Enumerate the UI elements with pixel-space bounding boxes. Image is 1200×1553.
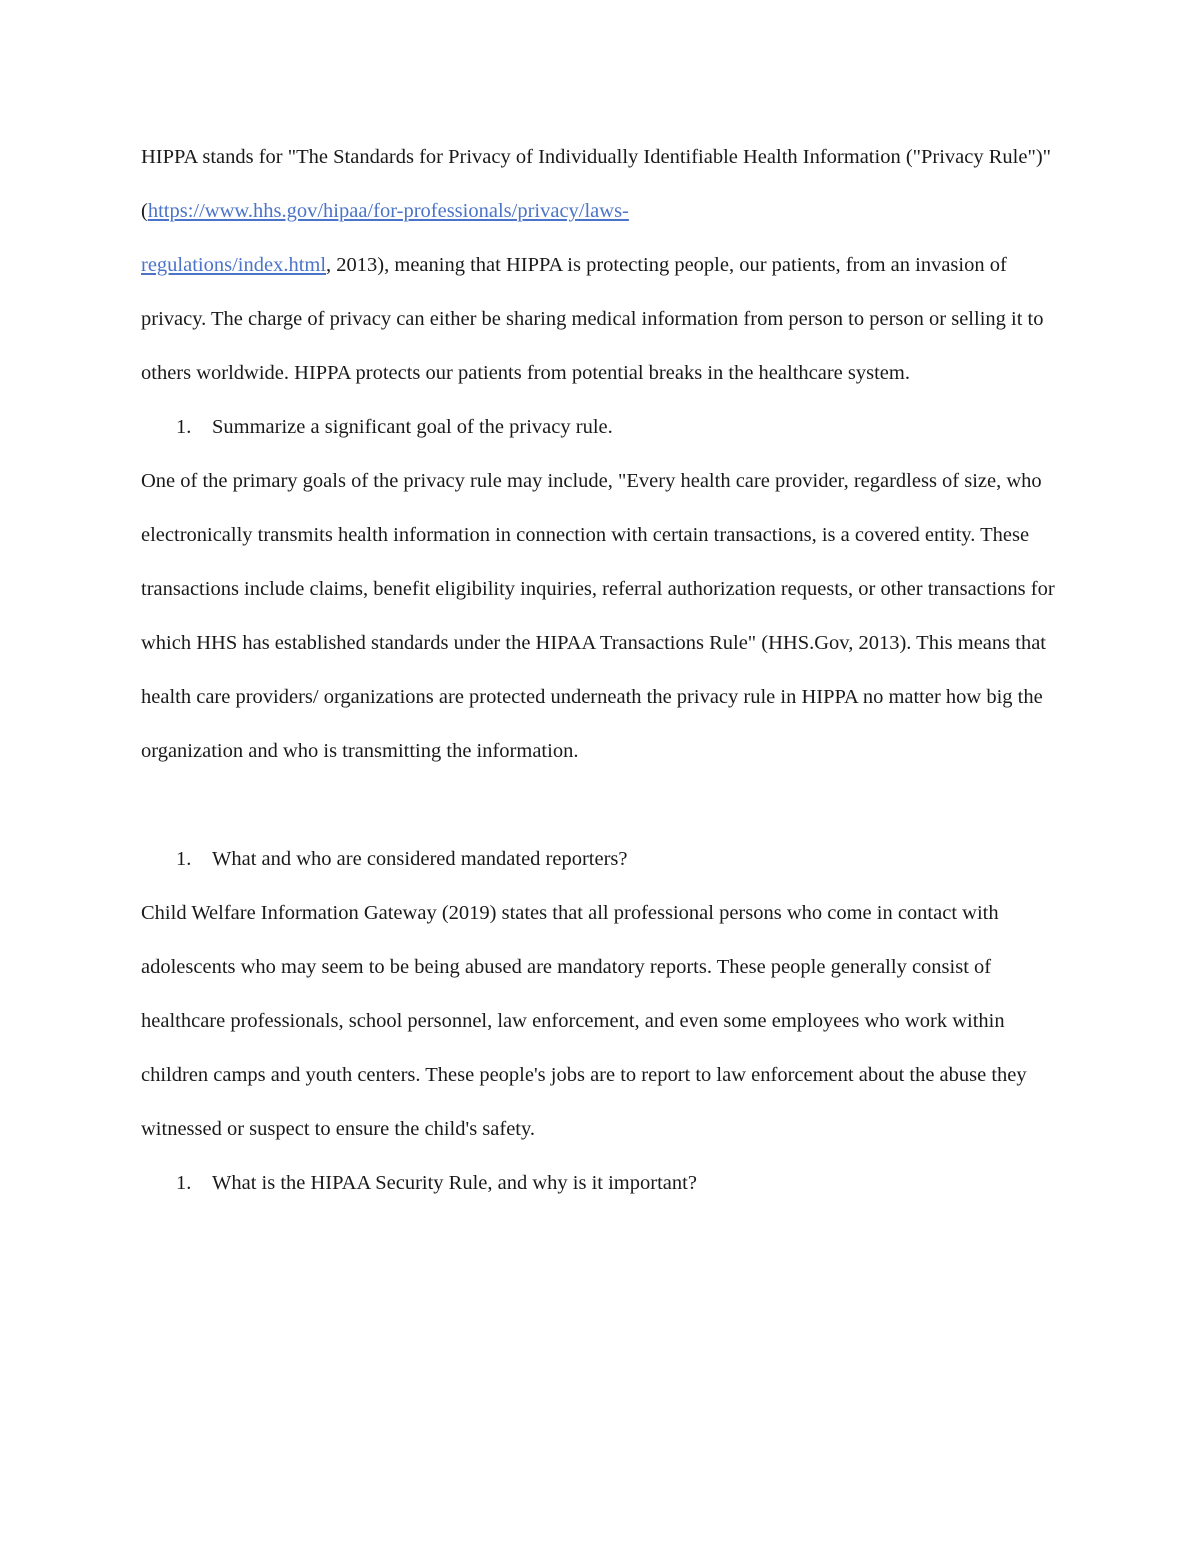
blank-line <box>141 778 1061 832</box>
question-3 <box>141 1156 1061 1210</box>
document-body <box>141 130 1061 1210</box>
question-1 <box>141 400 1061 454</box>
question-1-text: Summarize a significant goal of the privacy rule. <box>212 416 613 438</box>
question-2-text: What and who are considered mandated reporters? <box>212 848 628 870</box>
question-2-number: 1. <box>176 848 192 870</box>
hhs-privacy-link-part1[interactable]: https://www.hhs.gov/hipaa/for-professionals/privacy/laws- <box>147 200 629 222</box>
hhs-privacy-link-part2[interactable]: regulations/index.html <box>141 254 327 276</box>
answer-2-paragraph: Child Welfare Information Gateway (2019) states that all professional persons who come in contact with adolescents who may seem to be being abused are mandatory reports. These people generally consist of healthcare professionals, school personnel, law enforcement, and even some employees who work within children camps and youth centers. These people's jobs are to report to law enforcement about the abuse they witnessed or suspect to ensure the child's safety. <box>141 902 1027 1140</box>
answer-1-paragraph: One of the primary goals of the privacy rule may include, "Every health care provider, regardless of size, who electronically transmits health information in connection with certain transactions, is a covered entity. These transactions include claims, benefit eligibility inquiries, referral authorization requests, or other transactions for which HHS has established standards under the HIPAA Transactions Rule" (HHS.Gov, 2013). This means that health care providers/ organizations are protected underneath the privacy rule in HIPPA no matter how big the organization and who is transmitting the information. <box>141 470 1055 762</box>
question-2 <box>141 832 1061 886</box>
intro-text: HIPPA stands for "The Standards for Privacy of Individually Identifiable Health Information ("Privacy Rule")" ( <box>141 146 1052 222</box>
question-1-number: 1. <box>176 416 192 438</box>
question-3-number: 1. <box>176 1172 192 1194</box>
question-3-text: What is the HIPAA Security Rule, and why is it important? <box>212 1172 697 1194</box>
intro-paragraph <box>141 130 1061 400</box>
intro-text-continued: , 2013), meaning that HIPPA is protecting people, our patients, from an invasion of privacy. The charge of privacy can either be sharing medical information from person to person or selling it to others worldwide. HIPPA protects our patients from potential breaks in the healthcare system. <box>141 254 1044 384</box>
